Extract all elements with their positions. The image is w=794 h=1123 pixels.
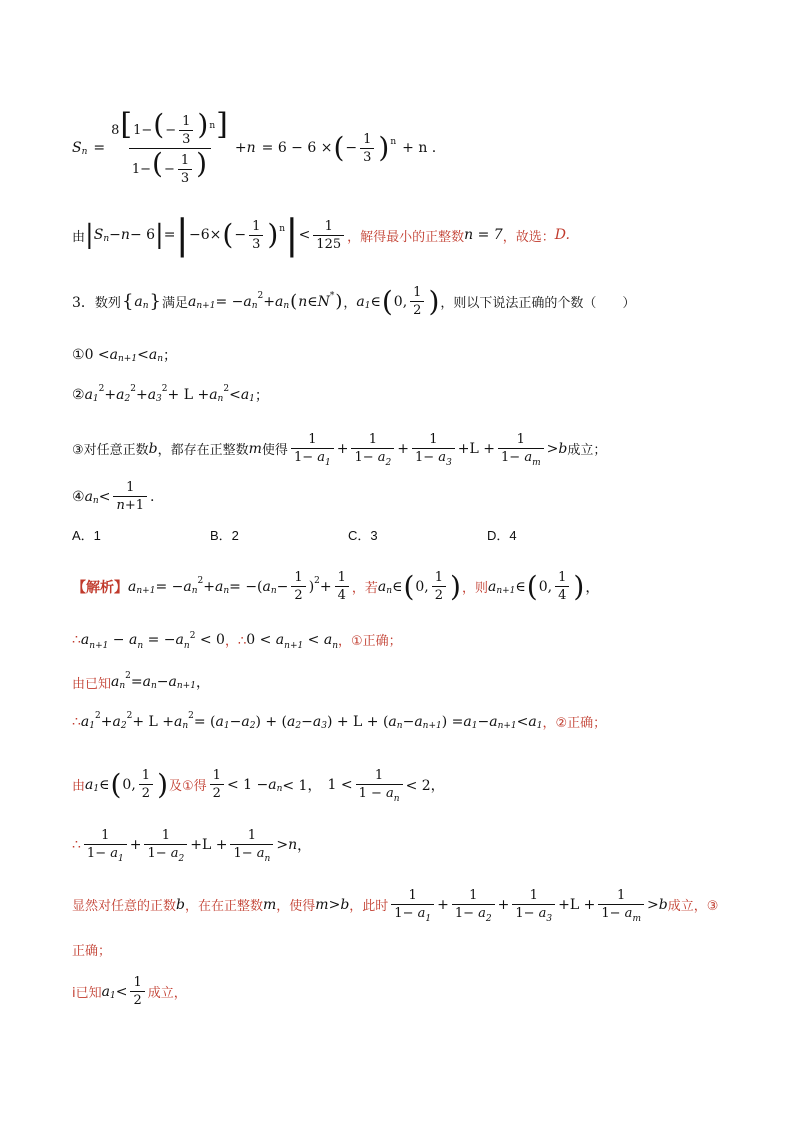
sn-symbol: S xyxy=(72,140,82,156)
sn-tail: + n . xyxy=(402,140,437,156)
l7-a: 显然对任意的正数 xyxy=(72,899,177,914)
solve-text: ，解得最小的正整数 xyxy=(347,229,465,245)
l9-a: ⅰ已知 xyxy=(72,986,102,1001)
analysis-line-5: 由 a 1 ∈ ( 0, $\frac{1}{2}$ ) 及①得 $\frac{1}{2}$ < 1 − a n < 1， 1 < $\frac{1}{1 - a_n}$ < 2， xyxy=(72,767,445,804)
sn-rhs: = 6 − 6 × xyxy=(261,140,333,156)
mark-2: ② xyxy=(72,387,85,403)
answer-letter: D. xyxy=(554,227,570,243)
mark-1: ① xyxy=(72,347,85,363)
sn-fraction: 8[1−(− $\frac{1}{3}$ )$^n$] 1−(− $\frac{1}{3}$ ) xyxy=(111,107,228,186)
l1-mid: ，若 xyxy=(351,581,378,596)
analysis-line-6: ∴ $\frac{1}{1- a_1}$ + $\frac{1}{1- a_2}$ +L + $\frac{1}{1- a_n}$ > n ， xyxy=(72,828,312,864)
l5-a: 由 xyxy=(72,779,86,794)
stem-c: ， xyxy=(343,296,357,311)
answer-prefix: ，故选： xyxy=(502,229,555,245)
l2-b: ，∴ xyxy=(224,634,247,649)
var-b: b xyxy=(148,440,158,457)
inequality-line: 由 | S n − n − 6 | = | −6× ( − $\frac{1}{3}$ ) n | < $\frac{1}{125}$ ，解得最小的正整数 n = 7 ，故选： D. xyxy=(72,212,570,258)
l5-b: 及①得 xyxy=(169,779,207,794)
stem-d: ，则以下说法正确的个数（ ） xyxy=(440,296,636,311)
s3-mid: ，都存在正整数 xyxy=(157,443,249,458)
analysis-line-2: ∴ $a_{n+1} - a_n = -a_n^2 < 0$ ，∴ $0 < a_{n+1} < a_n$ ，①正确； xyxy=(72,630,402,651)
question-number: 3． xyxy=(72,294,95,311)
statement-4: ④ a n < $\frac{1}{n+1}$ . xyxy=(72,480,155,513)
prefix-you: 由 xyxy=(72,229,86,245)
mark-3: ③对任意正数 xyxy=(72,443,149,458)
l2-c: ，①正确； xyxy=(338,634,402,649)
mark-4: ④ xyxy=(72,488,85,505)
stem-a: 数列 xyxy=(94,296,121,311)
analysis-line-1: 【解析】 a n+1 = − a n 2 + a n = −( a n − $\frac{1}{2}$ ) 2 + $\frac{1}{4}$ ，若 a n ∈ ( 0, $\frac{1}{2}$ ) ，则 a n+1 ∈ ( 0, $\frac{1}{4}$ ) ， xyxy=(72,569,600,603)
choice-d: D．4 xyxy=(487,528,517,543)
statement-1: ① 0 < a n+1 < a n ； xyxy=(72,347,177,364)
stem-b: 满足 xyxy=(162,296,189,311)
s3-mid2: 使得 xyxy=(261,443,288,458)
analysis-line-8 xyxy=(72,940,111,959)
sn-formula: S n = 8[1−(− $\frac{1}{3}$ )$^n$] 1−(− $\frac{1}{3}$ ) + n = 6 − 6 × ( − $\frac{1}{3}$ ) n + n . xyxy=(72,107,437,186)
question-3-stem: 3． 数列 { a n } 满足 a n+1 = − a n 2 + a n ( n ∈ N * ) ， a 1 ∈ ( 0, $\frac{1}{2}$ ) ，则以下说法正确的个数（ ） xyxy=(72,284,636,318)
l7-b: ，在在正整数 xyxy=(184,899,263,914)
l7-c: ，使得 xyxy=(276,899,316,914)
l7-e: 成立，③ xyxy=(667,899,719,914)
analysis-tag: 【解析】 xyxy=(72,578,128,595)
statement-2: ② a 1 2 + a 2 2 + a 3 2 + L + a n 2 < a 1 ； xyxy=(72,384,269,404)
s3-end: 成立； xyxy=(567,443,607,458)
analysis-line-3: 由已知 a n 2 = a n − a n+1 ， xyxy=(72,671,210,692)
l4-end: ，②正确； xyxy=(542,716,607,731)
choice-a: A．1 xyxy=(72,528,101,543)
statement-3: ③对任意正数 b ，都存在正整数 m 使得 $\frac{1}{1- a_1}$ + $\frac{1}{1- a_2}$ + $\frac{1}{1- a_3}$ +L + $\frac{1}{1- a_m}$ > b 成立； xyxy=(72,432,607,468)
choice-b: B．2 xyxy=(210,528,239,543)
l3: 由已知 xyxy=(72,676,112,692)
n-value: n = 7 xyxy=(464,227,503,243)
l1-end: ，则 xyxy=(461,581,488,596)
l7-d: ，此时 xyxy=(349,899,389,914)
l6-a: ∴ xyxy=(72,836,81,853)
choice-c: C．3 xyxy=(348,528,378,543)
analysis-line-4: ∴ a 1 2 + a 2 2 + L + a n 2 = ( a 1 − a 2 ) + ( a 2 − a 3 ) + L + ( a n − a n+1 ) = a 1 − a n+1 < a 1 ，②正确； xyxy=(72,710,607,731)
l2-a: ∴ xyxy=(72,631,81,648)
analysis-line-7: 显然对任意的正数 b ，在在正整数 m ，使得 m > b ，此时 $\frac{1}{1- a_1}$ + $\frac{1}{1- a_2}$ + $\frac{1}{1- a_3}$ +L + $\frac{1}{1- a_m}$ > b 成立，③ xyxy=(72,888,719,924)
l9-b: 成立， xyxy=(147,986,187,1001)
l8: 正确； xyxy=(72,944,112,959)
var-m: m xyxy=(248,440,262,457)
analysis-line-9: ⅰ已知 a 1 < $\frac{1}{2}$ 成立， xyxy=(72,975,187,1008)
